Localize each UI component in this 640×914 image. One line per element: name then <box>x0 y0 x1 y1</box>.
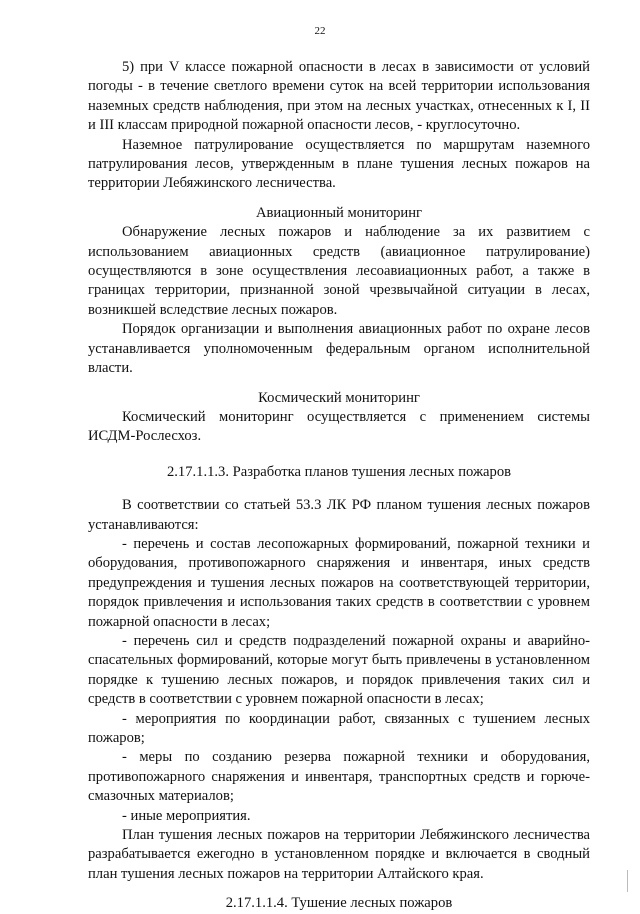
paragraph: Обнаружение лесных пожаров и наблюдение за их развитием с использованием авиационных средств (авиационное патрулирование) осуществляются в зоне осуществления лесоавиационных работ, а также в границах территории, признанной зоной чрезвычайной ситуации в лесах, возникшей вследствие лесных пожаров. <box>88 224 590 318</box>
paragraph: - перечень и состав лесопожарных формирований, пожарной техники и оборудования, противопожарного снаряжения и инвентаря, иных средств предупреждения и тушения лесных пожаров на соответствующей территории, порядок привлечения и использования таких средств в соответствии с уровнем пожарной опасности в лесах; <box>88 535 590 630</box>
paragraph: - перечень сил и средств подразделений пожарной охраны и аварийно-спасательных формирований, которые могут быть привлечены в установленном порядке к тушению лесных пожаров, и порядок привлечения таких сил и средств в соответствии с уровнем пожарной опасности в лесах; <box>88 632 590 708</box>
paragraph: Космический мониторинг осуществляется с применением системы ИСДМ-Рослесхоз. <box>88 408 590 445</box>
paragraph: План тушения лесных пожаров на территории Лебяжинского лесничества разрабатывается ежегодно в установленном порядке и включается в сводный план тушения лесных пожаров на территории Алтайского края. <box>88 827 590 882</box>
section-heading: Авиационный мониторинг <box>255 204 423 221</box>
page-number: 22 <box>314 25 326 37</box>
section-heading: Космический мониторинг <box>258 389 420 406</box>
paragraph: Наземное патрулирование осуществляется по маршрутам наземного патрулирования лесов, утвержденным в плане тушения лесных пожаров на территории Лебяжинского лесничества. <box>88 136 590 192</box>
paragraph: - иные мероприятия. <box>122 807 251 824</box>
section-heading: 2.17.1.1.4. Тушение лесных пожаров <box>225 895 453 912</box>
paragraph: - мероприятия по координации работ, связанных с тушением лесных пожаров; <box>88 710 590 746</box>
paragraph: В соответствии со статьей 53.3 ЛК РФ планом тушения лесных пожаров устанавливаются: <box>88 497 590 533</box>
document-body <box>88 58 590 914</box>
paragraph: 5) при V классе пожарной опасности в лесах в зависимости от условий погоды - в течение светлого времени суток на всей территории использования наземных средств наблюдения, при этом на лесных участках, отнесенных к I, II и III классам природной пожарной опасности лесов, - круглосуточно. <box>88 59 590 134</box>
scan-edge-mark <box>627 870 628 892</box>
section-heading: 2.17.1.1.3. Разработка планов тушения лесных пожаров <box>166 463 512 480</box>
paragraph: Порядок организации и выполнения авиационных работ по охране лесов устанавливается уполномоченным федеральным органом исполнительной власти. <box>88 321 590 377</box>
paragraph: - меры по созданию резерва пожарной техники и оборудования, противопожарного снаряжения и инвентаря, транспортных средств и горюче-смазочных материалов; <box>88 749 590 805</box>
